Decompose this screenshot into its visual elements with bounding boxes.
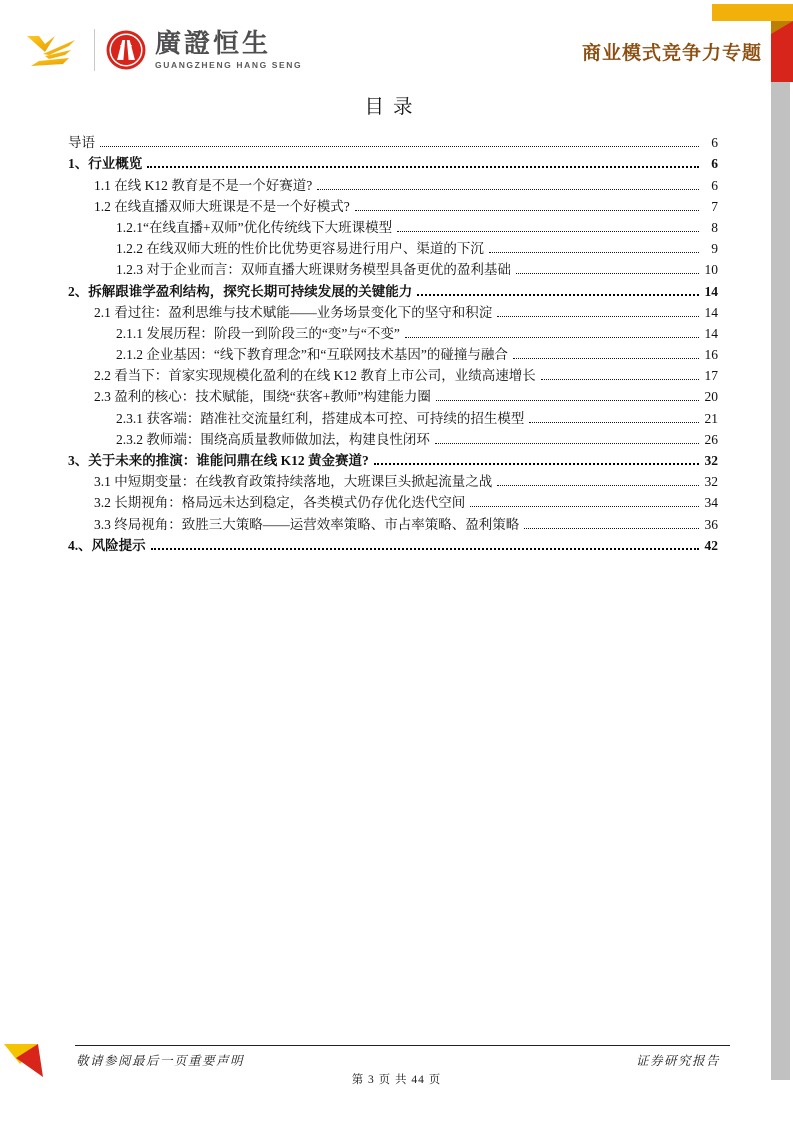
company-names — [155, 30, 302, 69]
seal-icon — [106, 30, 146, 70]
toc-entry-page: 14 — [704, 304, 718, 320]
toc-entry-page: 26 — [704, 431, 718, 447]
toc-entry-label: 1.2.1“在线直播+双师”优化传统线下大班课模型 — [116, 219, 393, 235]
toc-entry-page: 42 — [704, 537, 718, 553]
ye-logo-icon — [25, 28, 81, 72]
toc-entry[interactable] — [68, 385, 718, 406]
dot-leader — [374, 463, 699, 465]
report-series-title: 商业模式竞争力专题 — [581, 43, 762, 64]
dot-leader — [147, 166, 699, 168]
ribbon-gray-bar — [771, 82, 790, 1080]
toc-entry-label: 3.3 终局视角：致胜三大策略——运营效率策略、市占率策略、盈利策略 — [94, 516, 520, 532]
footer-disclaimer: 敬请参阅最后一页重要声明 — [76, 1054, 245, 1068]
dot-leader — [497, 316, 699, 317]
toc-entry-page: 7 — [711, 198, 718, 214]
toc-entry-label: 3.2 长期视角：格局远未达到稳定，各类模式仍存优化迭代空间 — [94, 495, 466, 511]
toc-entry-page: 14 — [704, 325, 718, 341]
toc-entry-label: 2.1.1 发展历程：阶段一到阶段三的“变”与“不变” — [116, 325, 400, 341]
toc-entry-label: 2、拆解跟谁学盈利结构，探究长期可持续发展的关键能力 — [68, 283, 413, 299]
dot-leader — [435, 443, 699, 444]
toc-entry[interactable] — [68, 279, 718, 300]
toc-entry-label: 导语 — [68, 135, 95, 151]
toc-entry[interactable] — [68, 301, 718, 322]
dot-leader — [470, 506, 699, 507]
toc-entry[interactable] — [68, 406, 718, 427]
toc-entry[interactable] — [68, 258, 718, 279]
footer-divider — [75, 1045, 730, 1046]
company-name-en: GUANGZHENG HANG SENG — [155, 59, 303, 70]
toc-entry[interactable] — [68, 131, 718, 152]
dot-leader — [513, 358, 699, 359]
toc-entry-label: 1.2 在线直播双师大班课是不是一个好模式? — [94, 198, 350, 214]
toc-entry[interactable] — [68, 449, 718, 470]
logo-divider — [94, 29, 95, 71]
dot-leader — [497, 485, 699, 486]
toc-entry-label: 2.3 盈利的核心：技术赋能，围绕“获客+教师”构建能力圈 — [94, 389, 431, 405]
toc-entry-page: 34 — [704, 495, 718, 511]
toc-entry[interactable] — [68, 470, 718, 491]
toc-entry-page: 8 — [711, 219, 718, 235]
toc-list — [68, 131, 718, 555]
dot-leader — [524, 528, 699, 529]
footer-report-type: 证券研究报告 — [635, 1054, 720, 1068]
dot-leader — [541, 379, 699, 380]
toc-entry-page: 32 — [704, 453, 718, 468]
ribbon-yellow-bar — [712, 4, 793, 21]
toc-entry-page: 16 — [704, 347, 718, 363]
dot-leader — [355, 210, 699, 211]
toc-entry-label: 3、关于未来的推演：谁能问鼎在线 K12 黄金赛道? — [68, 453, 369, 468]
toc-entry-label: 3.1 中短期变量：在线教育政策持续落地，大班课巨头掀起流量之战 — [94, 474, 493, 490]
toc-entry-label: 2.1 看过往：盈利思维与技术赋能——业务场景变化下的坚守和积淀 — [94, 304, 493, 320]
toc-entry[interactable] — [68, 322, 718, 343]
toc-entry-page: 21 — [704, 410, 718, 426]
toc-entry[interactable] — [68, 237, 718, 258]
dot-leader — [317, 189, 699, 190]
toc-entry[interactable] — [68, 364, 718, 385]
footer-page-indicator: 第 3 页 共 44 页 — [351, 1074, 442, 1086]
toc-entry-page: 36 — [704, 516, 718, 532]
dot-leader — [397, 231, 699, 232]
toc-entry[interactable] — [68, 343, 718, 364]
toc-entry[interactable] — [68, 173, 718, 194]
toc-entry-label: 2.2 看当下：首家实现规模化盈利的在线 K12 教育上市公司，业绩高速增长 — [94, 368, 536, 384]
toc-entry-page: 20 — [704, 389, 718, 405]
dot-leader — [100, 146, 699, 147]
toc-entry-page: 9 — [711, 241, 718, 257]
toc-entry-label: 2.3.1 获客端：踏准社交流量红利，搭建成本可控、可持续的招生模型 — [116, 410, 525, 426]
toc-entry[interactable] — [68, 428, 718, 449]
toc-entry-label: 4.、风险提示 — [68, 537, 146, 553]
toc-entry[interactable] — [68, 534, 718, 555]
toc-entry[interactable] — [68, 491, 718, 512]
toc-entry-page: 6 — [711, 135, 718, 151]
toc-entry-label: 1.1 在线 K12 教育是不是一个好赛道? — [94, 177, 313, 193]
toc-entry-page: 6 — [711, 177, 718, 193]
toc-title: 目录 — [364, 97, 422, 118]
toc-entry-page: 32 — [704, 474, 718, 490]
toc-entry-page: 10 — [704, 262, 718, 278]
dot-leader — [529, 422, 699, 423]
corner-triangle-icon — [2, 1041, 46, 1081]
dot-leader — [516, 273, 699, 274]
company-logo — [25, 28, 302, 72]
toc-entry[interactable] — [68, 216, 718, 237]
toc-entry[interactable] — [68, 512, 718, 533]
toc-entry-label: 2.3.2 教师端：围绕高质量教师做加法，构建良性闭环 — [116, 431, 430, 447]
toc-entry-page: 6 — [711, 156, 718, 172]
toc-entry[interactable] — [68, 152, 718, 173]
dot-leader — [417, 294, 699, 296]
company-name-cn: 廣證恒生 — [155, 28, 272, 59]
toc-entry-page: 17 — [704, 368, 718, 384]
toc-entry-page: 14 — [704, 283, 718, 299]
dot-leader — [436, 400, 699, 401]
toc-entry-label: 1.2.3 对于企业而言：双师直播大班课财务模型具备更优的盈利基础 — [116, 262, 511, 278]
toc-entry[interactable] — [68, 195, 718, 216]
dot-leader — [489, 252, 699, 253]
dot-leader — [151, 548, 699, 550]
toc-entry-label: 1、行业概览 — [68, 156, 143, 172]
toc-entry-label: 2.1.2 企业基因：“线下教育理念”和“互联网技术基因”的碰撞与融合 — [116, 347, 508, 363]
toc-entry-label: 1.2.2 在线双师大班的性价比优势更容易进行用户、渠道的下沉 — [116, 241, 484, 257]
dot-leader — [405, 337, 699, 338]
